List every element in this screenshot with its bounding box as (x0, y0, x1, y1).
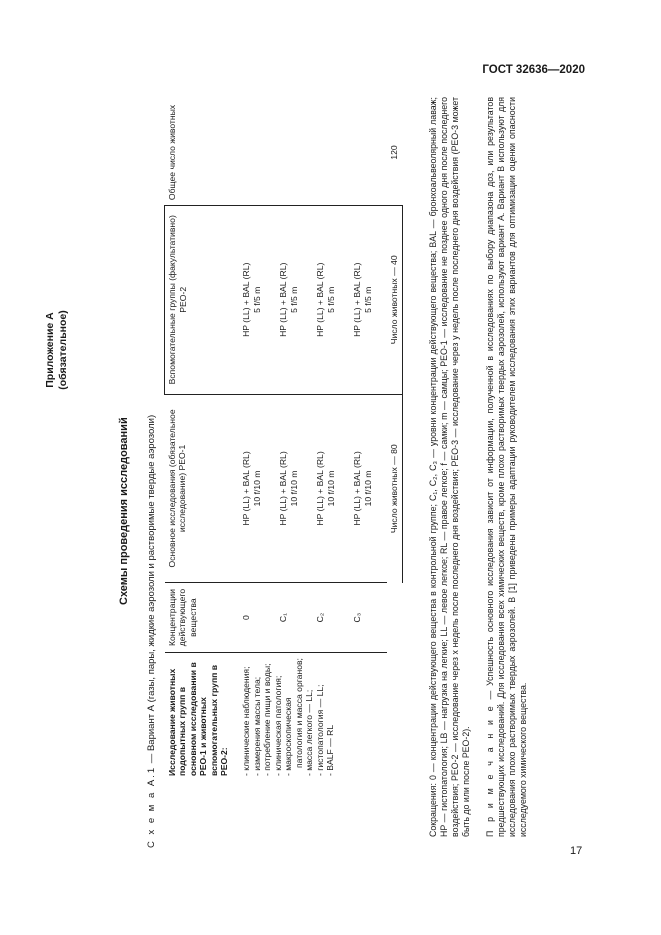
total-empty-cell (239, 100, 276, 205)
header-main-study: Основное исследования (обязательное исследование) РЕО-1 (165, 394, 240, 583)
note-body: — Успешность основного исследования зависит от информации, полученной в исследованиях по выбору диапазона доз, или результатов предшествующих исследований. Для исследования всех химических веществ, кроме плохо растворимых твердых аэрозолей, используют вариант А. Вариант В используют для исследования плохо растворимых твердых аэрозолей. В [1] приведены примеры адаптации руководителем исследования этих вариантов для оптимизации оценки опасности исследуемого химического вещества. (485, 97, 528, 837)
concentration-cell: C₁ (276, 583, 313, 653)
list-item: - масса легкого — LL; (304, 689, 314, 776)
concentration-cell: C₃ (350, 583, 387, 653)
study-measures-list (241, 657, 336, 776)
list-item: - измерения массы тела; (251, 676, 262, 776)
scheme-caption-text: — Вариант А (газы, пары, жидкие аэрозоли и растворимые твердые аэрозоли) (146, 414, 157, 766)
main-study-cell (276, 394, 313, 583)
aux-procedure: HP (LL) + BAL (RL) (241, 262, 251, 337)
total-empty-cell (276, 100, 313, 205)
scheme-caption (146, 415, 157, 848)
aux-animals: 5 f/5 m (362, 286, 373, 313)
note-text (485, 97, 529, 837)
header-concentration: Концентрации действующего вещества (165, 583, 240, 653)
total-empty-cell (350, 100, 387, 205)
list-item: - клиническая патология; (272, 675, 283, 776)
table-row (239, 100, 276, 780)
concentration-cell: 0 (239, 583, 276, 653)
main-study-cell (239, 394, 276, 583)
main-procedure: HP (LL) + BAL (RL) (278, 451, 288, 526)
aux-group-cell (276, 205, 313, 394)
note-block (485, 97, 529, 837)
header-total-animals: Общее число животных (166, 104, 177, 201)
main-study-cell (313, 394, 350, 583)
main-animals: 10 f/10 m (288, 470, 299, 507)
aux-procedure: HP (LL) + BAL (RL) (315, 262, 325, 337)
aux-animals: 5 f/5 m (251, 286, 262, 313)
concentration-cell: C₂ (313, 583, 350, 653)
list-item: - клинические наблюдения; (241, 666, 251, 776)
main-animals: 10 f/10 m (362, 470, 373, 507)
table-totals-row (387, 100, 402, 780)
section-title: Схемы проведения исследований (118, 417, 130, 605)
aux-total: Число животных — 40 (387, 205, 402, 394)
aux-group-cell (313, 205, 350, 394)
document-standard-number: ГОСТ 32636—2020 (482, 64, 585, 76)
aux-animals: 5 f/5 m (288, 286, 299, 313)
aux-group-cell (239, 205, 276, 394)
appendix-heading (44, 295, 70, 405)
appendix-status: (обязательное) (57, 310, 69, 390)
header-study-groups (165, 652, 240, 780)
list-item: - потребление пищи и воды; (262, 663, 272, 776)
totals-empty-cell (387, 652, 402, 780)
main-procedure: HP (LL) + BAL (RL) (352, 451, 362, 526)
main-animals: 10 f/10 m (251, 470, 262, 507)
abbreviations-text: Сокращения: 0 — концентрации действующего вещества в контрольной группе; C₁, C₂, C₃ — уровни концентрации действующего вещества; BAL — бронхоальвеолярный лаваж; HP — гистопатология; LB — нагрузка на легкие; LL — левое легкое; RL — правое легкое; f — самки; m — самцы; РЕО-1 — исследование не позднее одного дня после последнего воздействия; РЕО-2 — исследование через х недель после последнего дня воздействия; РЕО-3 — исследование через у недель после последнего дня воздействия (РЕО-3 может быть до или после РЕО-2). (428, 97, 471, 837)
total-empty-cell (313, 100, 350, 205)
aux-procedure: HP (LL) + BAL (RL) (278, 262, 288, 337)
study-measures-cell (239, 652, 387, 780)
page-number: 17 (570, 845, 583, 857)
scheme-table (164, 100, 403, 780)
totals-empty-cell (387, 583, 402, 653)
main-study-cell (350, 394, 387, 583)
scheme-caption-prefix: С х е м а А.1 (146, 765, 157, 848)
table-header-row (165, 100, 240, 780)
main-procedure: HP (LL) + BAL (RL) (241, 451, 251, 526)
header-study-groups-text: Исследование животных подопытных групп в основном исследовании в РЕО-1 и животных вспомогательных групп в РЕО-2: (166, 662, 229, 776)
aux-animals: 5 f/5 m (325, 286, 336, 313)
aux-procedure: HP (LL) + BAL (RL) (352, 262, 362, 337)
aux-group-cell (350, 205, 387, 394)
main-total: Число животных — 80 (387, 394, 402, 583)
main-animals: 10 f/10 m (325, 470, 336, 507)
note-label: П р и м е ч а н и е (485, 704, 495, 837)
list-item: - BALF — RL (325, 724, 335, 776)
appendix-title: Приложение А (44, 312, 56, 388)
abbreviations-block (428, 97, 472, 837)
grand-total: 120 (389, 145, 399, 160)
scheme-table-container (164, 100, 403, 780)
list-item: - гистопатология — LL; (314, 684, 325, 776)
list-item: - макроскопическая патология и масса органов; (283, 658, 304, 776)
main-procedure: HP (LL) + BAL (RL) (315, 451, 325, 526)
header-aux-groups: Вспомогательные группы (факультативно) РЕО-2 (165, 205, 240, 394)
